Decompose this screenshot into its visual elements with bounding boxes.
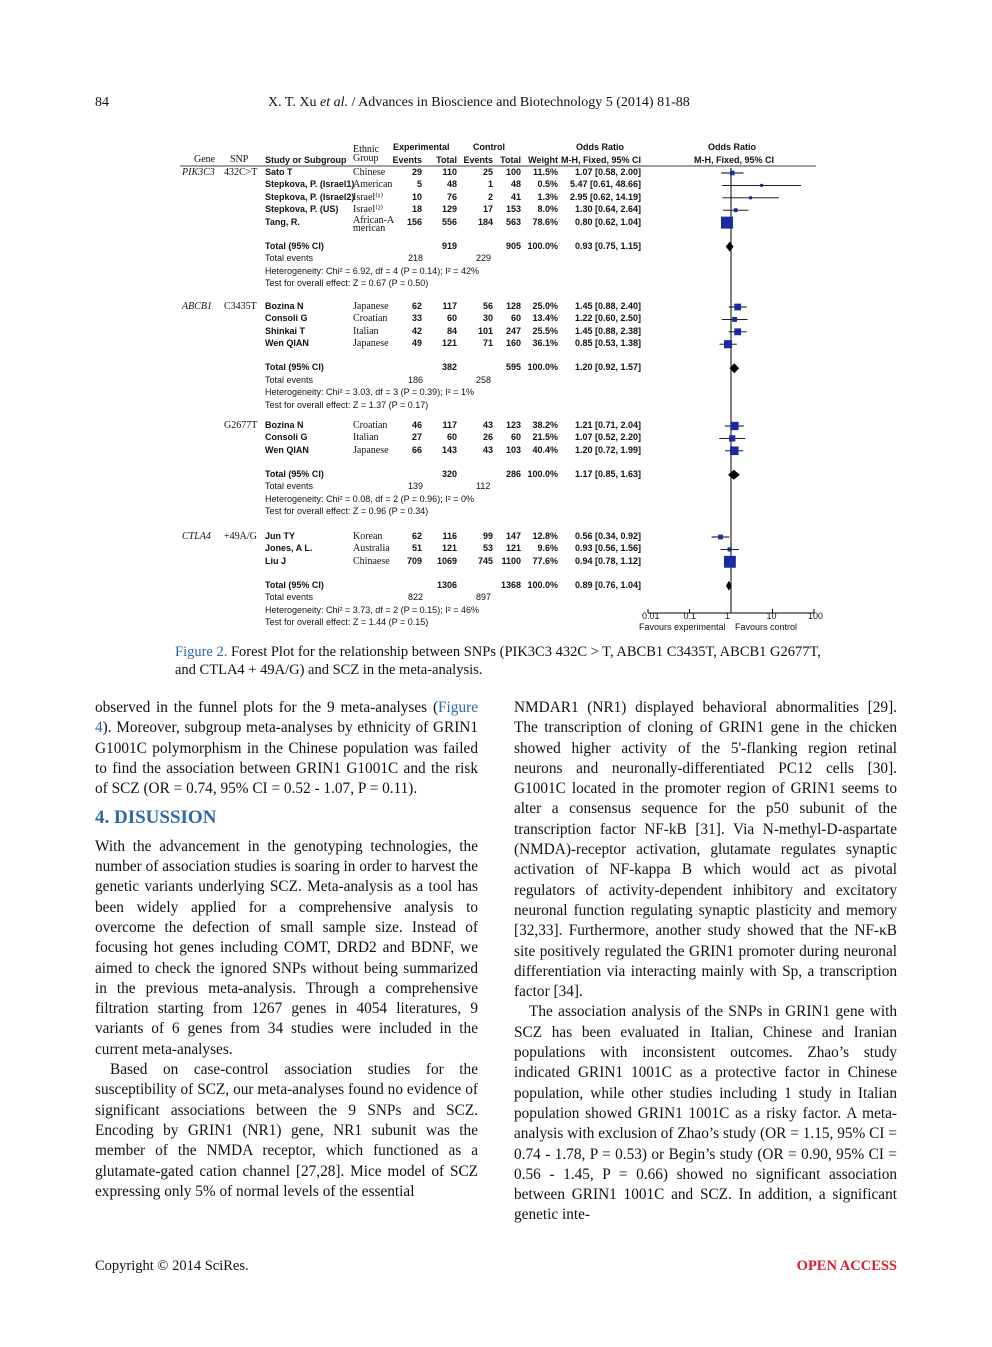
weight: 77.6% bbox=[532, 555, 558, 566]
ethnic-group: American bbox=[353, 179, 393, 191]
exp-total: 143 bbox=[441, 444, 457, 455]
running-title-authors: X. T. Xu bbox=[268, 95, 320, 110]
snp-label: 432C>T bbox=[224, 167, 258, 178]
ethnic-group: Korean bbox=[353, 531, 383, 542]
weight: 38.2% bbox=[532, 420, 558, 430]
ethnic-header: Ethnic bbox=[353, 144, 380, 155]
exp-events: 49 bbox=[411, 338, 422, 349]
study-name: Jones, A L. bbox=[265, 543, 313, 554]
ethnic-group: Japanese bbox=[353, 301, 389, 312]
weight: 25.0% bbox=[532, 301, 558, 311]
ctrl-total: 103 bbox=[505, 444, 521, 455]
ctrl-events: 71 bbox=[482, 338, 493, 349]
odds-ratio-ci: 5.47 [0.61, 48.66] bbox=[569, 179, 641, 190]
exp-total: 60 bbox=[446, 432, 457, 443]
odds-ratio-ci: 1.45 [0.88, 2.38] bbox=[574, 325, 641, 336]
exp-events: 33 bbox=[411, 313, 422, 324]
figure-4-link[interactable]: Figure 4 bbox=[95, 699, 478, 737]
overall-effect-test: Test for overall effect: Z = 0.96 (P = 0.34) bbox=[265, 506, 429, 517]
running-title-etal: et al. bbox=[319, 95, 348, 110]
weight: 36.1% bbox=[532, 338, 558, 349]
exp-events: 5 bbox=[416, 179, 422, 190]
ctrl-total-events: 229 bbox=[476, 253, 492, 264]
odds-ratio-ci: 1.07 [0.52, 2.20] bbox=[574, 432, 641, 443]
ctrl-total: 41 bbox=[510, 191, 521, 202]
exp-events: 51 bbox=[411, 543, 422, 554]
study-marker bbox=[724, 340, 732, 348]
ctrl-total: 147 bbox=[505, 531, 521, 541]
study-marker bbox=[721, 217, 733, 229]
exp-total: 84 bbox=[446, 325, 457, 336]
ctrl-total: 48 bbox=[510, 179, 521, 190]
ctrl-total-header: Total bbox=[500, 155, 521, 165]
heterogeneity-stat: Heterogeneity: Chi² = 0.08, df = 2 (P = 0.96); I² = 0% bbox=[265, 493, 474, 504]
exp-total-events: 186 bbox=[408, 374, 424, 385]
ctrl-events: 745 bbox=[477, 555, 493, 566]
exp-events: 27 bbox=[411, 432, 422, 443]
heterogeneity-stat: Heterogeneity: Chi² = 3.73, df = 2 (P = 0.15); I² = 46% bbox=[265, 604, 479, 615]
ctrl-total: 1100 bbox=[501, 555, 521, 566]
weight: 40.4% bbox=[532, 444, 558, 455]
exp-events: 29 bbox=[411, 167, 422, 177]
exp-events-header: Events bbox=[392, 155, 422, 165]
total-weight: 100.0% bbox=[527, 362, 558, 373]
control-header: Control bbox=[473, 142, 505, 152]
paragraph: The association analysis of the SNPs in GRIN1 gene with SCZ has been evaluated in Italian, Chinese and Iranian populations with inconsistent outcomes. Zhao’s study indicated GRIN1 1001C as a protective factor in Chinese population, while other studies including 1 study in Italian population showed GRIN1 1001C as a risky factor. A meta-analysis with exclusion of Zhao’s study (OR = 1.15, 95% CI = 0.74 - 1.78, P = 0.53) or Begin’s study (OR = 0.90, 95% CI = 0.56 - 1.45, P = 0.66) showed no significant association between GRIN1 1001C and SCZ. In addition, a significant genetic inte- bbox=[514, 1003, 897, 1224]
plot-header: Odds Ratio bbox=[708, 142, 757, 152]
axis-tick-label: 0.1 bbox=[683, 611, 697, 621]
figure-caption bbox=[175, 643, 825, 679]
study-marker bbox=[728, 547, 732, 551]
ethnic-group: Chinaese bbox=[353, 555, 390, 567]
snp-label: +49A/G bbox=[224, 531, 257, 542]
exp-total: 60 bbox=[446, 313, 457, 324]
odds-ratio-ci: 0.94 [0.78, 1.12] bbox=[574, 555, 641, 566]
paragraph: Based on case-control association studies for the susceptibility of SCZ, our meta-analyses found no evidence of significant associations between the 9 SNPs and SCZ. Encoding by GRIN1 (NR1) gene, NR1 subunit was the member of the NMDA receptor, which functioned as a glutamate-gated cation channel [27,28]. Mice model of SCZ expressing only 5% of normal levels of the essential bbox=[95, 1061, 478, 1200]
ctrl-total-events: 112 bbox=[476, 481, 491, 492]
study-name: Wen QIAN bbox=[265, 444, 309, 455]
total-weight: 100.0% bbox=[527, 579, 558, 590]
ctrl-total: 100 bbox=[505, 167, 521, 177]
odds-ratio-ci: 0.93 [0.56, 1.56] bbox=[574, 543, 641, 554]
ethnic-group: Italian bbox=[353, 325, 379, 337]
study-marker bbox=[730, 447, 739, 456]
ethnic-group: Croatian bbox=[353, 313, 388, 325]
total-odds-ratio: 1.17 [0.85, 1.63] bbox=[574, 468, 641, 479]
study-name: Stepkova, P. (US) bbox=[265, 204, 339, 215]
exp-total: 48 bbox=[446, 179, 457, 190]
copyright: Copyright © 2014 SciRes. bbox=[95, 1258, 249, 1274]
ctrl-total-events: 897 bbox=[476, 592, 492, 603]
paragraph: NMDAR1 (NR1) displayed behavioral abnormalities [29]. The transcription of cloning of GRIN1 gene in the chicken showed higher activity of the 5'-flanking region retinal neurons and neuronally-differentiated PC12 cells [30]. G1001C located in the promoter region of GRIN1 seems to alter a consensus sequence for the p50 subunit of the transcription factor NF-kB [31]. Via N-methyl-D-aspartate (NMDA)-receptor activation, glutamate regulates synaptic activation of NF-kappa B which would act as pivotal regulators of activity-dependent inhibitory and excitatory neuronal function regulating synaptic plasticity and memory [32,33]. Furthermore, another study showed that the NF-κB site positively regulated the GRIN1 promoter during neuronal differentiation via interacting mainly with Sp, a transcription factor [34]. bbox=[514, 699, 897, 1001]
study-name: Liu J bbox=[265, 555, 287, 566]
overall-effect-test: Test for overall effect: Z = 1.37 (P = 0.17) bbox=[265, 399, 429, 410]
study-marker bbox=[734, 328, 741, 335]
exp-events: 18 bbox=[411, 204, 422, 215]
exp-total: 76 bbox=[446, 191, 457, 202]
caption-text: Forest Plot for the relationship between SNPs (PIK3C3 432C > T, ABCB1 C3435T, ABCB1 G2677T, and CTLA4 + 49A/G) and SCZ in the meta-analysis. bbox=[175, 644, 821, 678]
odds-ratio-ci: 0.85 [0.53, 1.38] bbox=[574, 338, 641, 349]
total-events-label: Total events bbox=[265, 481, 314, 492]
exp-events: 66 bbox=[411, 444, 422, 455]
exp-total: 121 bbox=[441, 338, 457, 349]
exp-total: 116 bbox=[442, 531, 457, 541]
plot-method-header: M-H, Fixed, 95% CI bbox=[694, 155, 775, 165]
total-odds-ratio: 0.93 [0.75, 1.15] bbox=[574, 240, 641, 251]
exp-total-events: 822 bbox=[408, 592, 424, 603]
pooled-diamond bbox=[728, 470, 740, 480]
odds-ratio-ci: 2.95 [0.62, 14.19] bbox=[569, 191, 641, 202]
ctrl-events-header: Events bbox=[463, 155, 493, 165]
weight: 8.0% bbox=[537, 204, 558, 215]
weight: 0.5% bbox=[537, 179, 558, 190]
ctrl-total-events: 258 bbox=[476, 374, 492, 385]
study-name: Stepkova, P. (Israel1) bbox=[265, 179, 355, 190]
exp-events: 62 bbox=[411, 531, 422, 541]
figure-label: Figure 2. bbox=[175, 644, 228, 660]
gene-label: CTLA4 bbox=[182, 531, 211, 542]
study-marker bbox=[730, 171, 735, 176]
study-name: Stepkova, P. (Israel2) bbox=[265, 191, 355, 202]
gene-label: PIK3C3 bbox=[182, 167, 215, 178]
exp-events: 42 bbox=[411, 325, 422, 336]
exp-total-sum: 1306 bbox=[436, 579, 457, 590]
ctrl-total: 128 bbox=[505, 301, 521, 311]
weight-header: Weight bbox=[528, 155, 558, 165]
ctrl-total: 60 bbox=[510, 432, 521, 443]
ctrl-total-sum: 1368 bbox=[500, 579, 521, 590]
ctrl-events: 99 bbox=[482, 531, 493, 541]
weight: 25.5% bbox=[532, 325, 558, 336]
study-header: Study or Subgroup bbox=[265, 155, 347, 165]
odds-ratio-ci: 1.21 [0.71, 2.04] bbox=[574, 420, 641, 430]
exp-total-events: 218 bbox=[408, 253, 424, 264]
left-column bbox=[95, 698, 478, 1202]
pooled-diamond bbox=[726, 242, 734, 252]
study-name: Sato T bbox=[265, 167, 293, 177]
total-events-label: Total events bbox=[265, 592, 314, 603]
ctrl-events: 101 bbox=[477, 325, 493, 336]
ethnic-group: Australia bbox=[353, 543, 390, 555]
axis-tick-label: 100 bbox=[808, 611, 824, 621]
total-odds-ratio: 1.20 [0.92, 1.57] bbox=[574, 362, 641, 373]
ctrl-events: 30 bbox=[482, 313, 493, 324]
exp-events: 156 bbox=[406, 216, 422, 227]
ethnic-group: Croatian bbox=[353, 420, 388, 431]
ethnic-group: African-American bbox=[353, 214, 395, 234]
ctrl-total: 121 bbox=[505, 543, 521, 554]
ctrl-events: 2 bbox=[487, 191, 493, 202]
study-marker bbox=[729, 435, 735, 441]
ctrl-total: 60 bbox=[510, 313, 521, 324]
ethnic-group: Chinese bbox=[353, 167, 386, 178]
study-name: Jun TY bbox=[265, 531, 296, 541]
ethnic-group: Japanese bbox=[353, 338, 389, 350]
weight: 21.5% bbox=[532, 432, 558, 443]
ethnic-group: Italian bbox=[353, 432, 379, 444]
study-name: Shinkai T bbox=[265, 325, 306, 336]
gene-header: Gene bbox=[194, 154, 216, 165]
favours-control-label: Favours control bbox=[735, 622, 798, 632]
ctrl-total: 563 bbox=[505, 216, 521, 227]
paragraph: With the advancement in the genotyping technologies, the number of association studies is soaring in order to harvest the genetic variants underlying SCZ. Meta-analysis as a tool has been widely applied for a comprehensive analysis to overcome the defection of small sample size. Instead of focusing hot genes including COMT, DRD2 and BDNF, we aimed to check the ignored SNPs without being summarized in the previous meta-analysis. Through a comprehensive filtration starting from 1267 genes in 4054 literatures, 9 variants of 6 genes from 34 studies were included in the current meta-analyses. bbox=[95, 837, 478, 1058]
odds-ratio-ci: 1.07 [0.58, 2.00] bbox=[574, 167, 641, 177]
total-weight: 100.0% bbox=[527, 240, 558, 251]
odds-ratio-header: Odds Ratio bbox=[576, 142, 625, 152]
heterogeneity-stat: Heterogeneity: Chi² = 3.03, df = 3 (P = 0.39); I² = 1% bbox=[265, 387, 474, 398]
total-label: Total (95% CI) bbox=[265, 579, 324, 590]
total-weight: 100.0% bbox=[527, 468, 558, 479]
ethnic-group: Israel⁽¹⁾ bbox=[353, 191, 384, 203]
or-method-header: M-H, Fixed, 95% CI bbox=[560, 155, 641, 165]
axis-tick-label: 10 bbox=[766, 611, 777, 621]
exp-total-events: 139 bbox=[408, 481, 424, 492]
ctrl-total: 160 bbox=[505, 338, 521, 349]
axis-tick-label: 1 bbox=[725, 611, 731, 621]
study-name: Tang, R. bbox=[265, 216, 300, 227]
total-odds-ratio: 0.89 [0.76, 1.04] bbox=[574, 579, 641, 590]
favours-experimental-label: Favours experimental bbox=[639, 622, 726, 632]
exp-total: 121 bbox=[441, 543, 457, 554]
study-marker bbox=[730, 422, 738, 430]
section-heading: 4. DISUSSION bbox=[95, 807, 217, 829]
exp-total-sum: 919 bbox=[441, 240, 457, 251]
total-label: Total (95% CI) bbox=[265, 468, 324, 479]
total-label: Total (95% CI) bbox=[265, 240, 324, 251]
odds-ratio-ci: 0.56 [0.34, 0.92] bbox=[574, 531, 641, 541]
study-name: Consoli G bbox=[265, 432, 308, 443]
exp-events: 10 bbox=[411, 191, 422, 202]
overall-effect-test: Test for overall effect: Z = 0.67 (P = 0.50) bbox=[265, 278, 429, 289]
ctrl-events: 56 bbox=[482, 301, 493, 311]
study-name: Bozina N bbox=[265, 301, 304, 311]
page-number: 84 bbox=[95, 95, 109, 110]
odds-ratio-ci: 1.22 [0.60, 2.50] bbox=[574, 313, 641, 324]
forest-plot bbox=[0, 0, 992, 640]
ctrl-total-sum: 595 bbox=[505, 362, 521, 373]
study-marker bbox=[734, 208, 738, 212]
snp-label: C3435T bbox=[224, 301, 257, 312]
weight: 12.8% bbox=[532, 531, 558, 541]
weight: 1.3% bbox=[537, 191, 558, 202]
ctrl-total-sum: 905 bbox=[505, 240, 521, 251]
ctrl-events: 26 bbox=[482, 432, 493, 443]
exp-total-header: Total bbox=[436, 155, 457, 165]
gene-label: ABCB1 bbox=[182, 301, 212, 312]
ctrl-total: 153 bbox=[505, 204, 521, 215]
exp-total-sum: 382 bbox=[441, 362, 457, 373]
study-name: Bozina N bbox=[265, 420, 304, 430]
study-name: Wen QIAN bbox=[265, 338, 309, 349]
exp-events: 46 bbox=[411, 420, 422, 430]
exp-total: 117 bbox=[442, 420, 457, 430]
exp-total-sum: 320 bbox=[441, 468, 457, 479]
ethnic-group: Japanese bbox=[353, 444, 389, 456]
study-marker bbox=[749, 196, 752, 199]
open-access-label: OPEN ACCESS bbox=[796, 1258, 897, 1274]
snp-label: G2677T bbox=[224, 420, 258, 431]
total-events-label: Total events bbox=[265, 253, 314, 264]
exp-total: 110 bbox=[442, 167, 457, 177]
overall-effect-test: Test for overall effect: Z = 1.44 (P = 0.15) bbox=[265, 617, 429, 628]
text: observed in the funnel plots for the 9 meta-analyses ( bbox=[95, 699, 439, 716]
heterogeneity-stat: Heterogeneity: Chi² = 6.92, df = 4 (P = 0.14); I² = 42% bbox=[265, 265, 479, 276]
total-label: Total (95% CI) bbox=[265, 362, 324, 373]
study-name: Consoli G bbox=[265, 313, 308, 324]
ctrl-events: 53 bbox=[482, 543, 493, 554]
snp-header: SNP bbox=[230, 154, 249, 165]
ctrl-events: 43 bbox=[482, 420, 493, 430]
ctrl-events: 184 bbox=[477, 216, 493, 227]
odds-ratio-ci: 0.80 [0.62, 1.04] bbox=[574, 216, 641, 227]
ethnic-group: Israel⁽²⁾ bbox=[353, 204, 384, 216]
weight: 13.4% bbox=[532, 313, 558, 324]
ctrl-events: 43 bbox=[482, 444, 493, 455]
weight: 9.6% bbox=[537, 543, 558, 554]
total-events-label: Total events bbox=[265, 374, 314, 385]
ctrl-total: 247 bbox=[505, 325, 521, 336]
odds-ratio-ci: 1.30 [0.64, 2.64] bbox=[574, 204, 641, 215]
weight: 11.5% bbox=[532, 167, 558, 177]
exp-total: 117 bbox=[442, 301, 457, 311]
study-marker bbox=[718, 535, 723, 540]
axis-tick-label: 0.01 bbox=[642, 611, 660, 621]
experimental-header: Experimental bbox=[393, 142, 450, 152]
text: ). Moreover, subgroup meta-analyses by ethnicity of GRIN1 G1001C polymorphism in the Chinese population was failed to find the association between GRIN1 G1001C and the risk of SCZ (OR = 0.74, 95% CI = 0.52 - 1.07, P = 0.11). bbox=[95, 719, 478, 798]
exp-events: 62 bbox=[411, 301, 422, 311]
exp-total: 129 bbox=[441, 204, 457, 215]
ctrl-events: 25 bbox=[482, 167, 493, 177]
exp-events: 709 bbox=[406, 555, 422, 566]
exp-total: 556 bbox=[441, 216, 457, 227]
ctrl-total: 123 bbox=[505, 420, 521, 430]
ethnic-header: Group bbox=[353, 153, 379, 164]
study-marker bbox=[724, 556, 736, 568]
odds-ratio-ci: 1.20 [0.72, 1.99] bbox=[574, 444, 641, 455]
ctrl-events: 1 bbox=[487, 179, 493, 190]
study-marker bbox=[734, 304, 741, 311]
ctrl-total-sum: 286 bbox=[505, 468, 521, 479]
running-title-journal: / Advances in Bioscience and Biotechnology 5 (2014) 81-88 bbox=[347, 95, 690, 110]
study-marker bbox=[760, 184, 763, 187]
exp-total: 1069 bbox=[436, 555, 457, 566]
forest-plot-graphic bbox=[0, 0, 992, 640]
right-column bbox=[514, 698, 897, 1226]
study-marker bbox=[732, 317, 737, 322]
odds-ratio-ci: 1.45 [0.88, 2.40] bbox=[574, 301, 641, 311]
weight: 78.6% bbox=[532, 216, 558, 227]
paragraph bbox=[95, 698, 478, 799]
ctrl-events: 17 bbox=[482, 204, 493, 215]
